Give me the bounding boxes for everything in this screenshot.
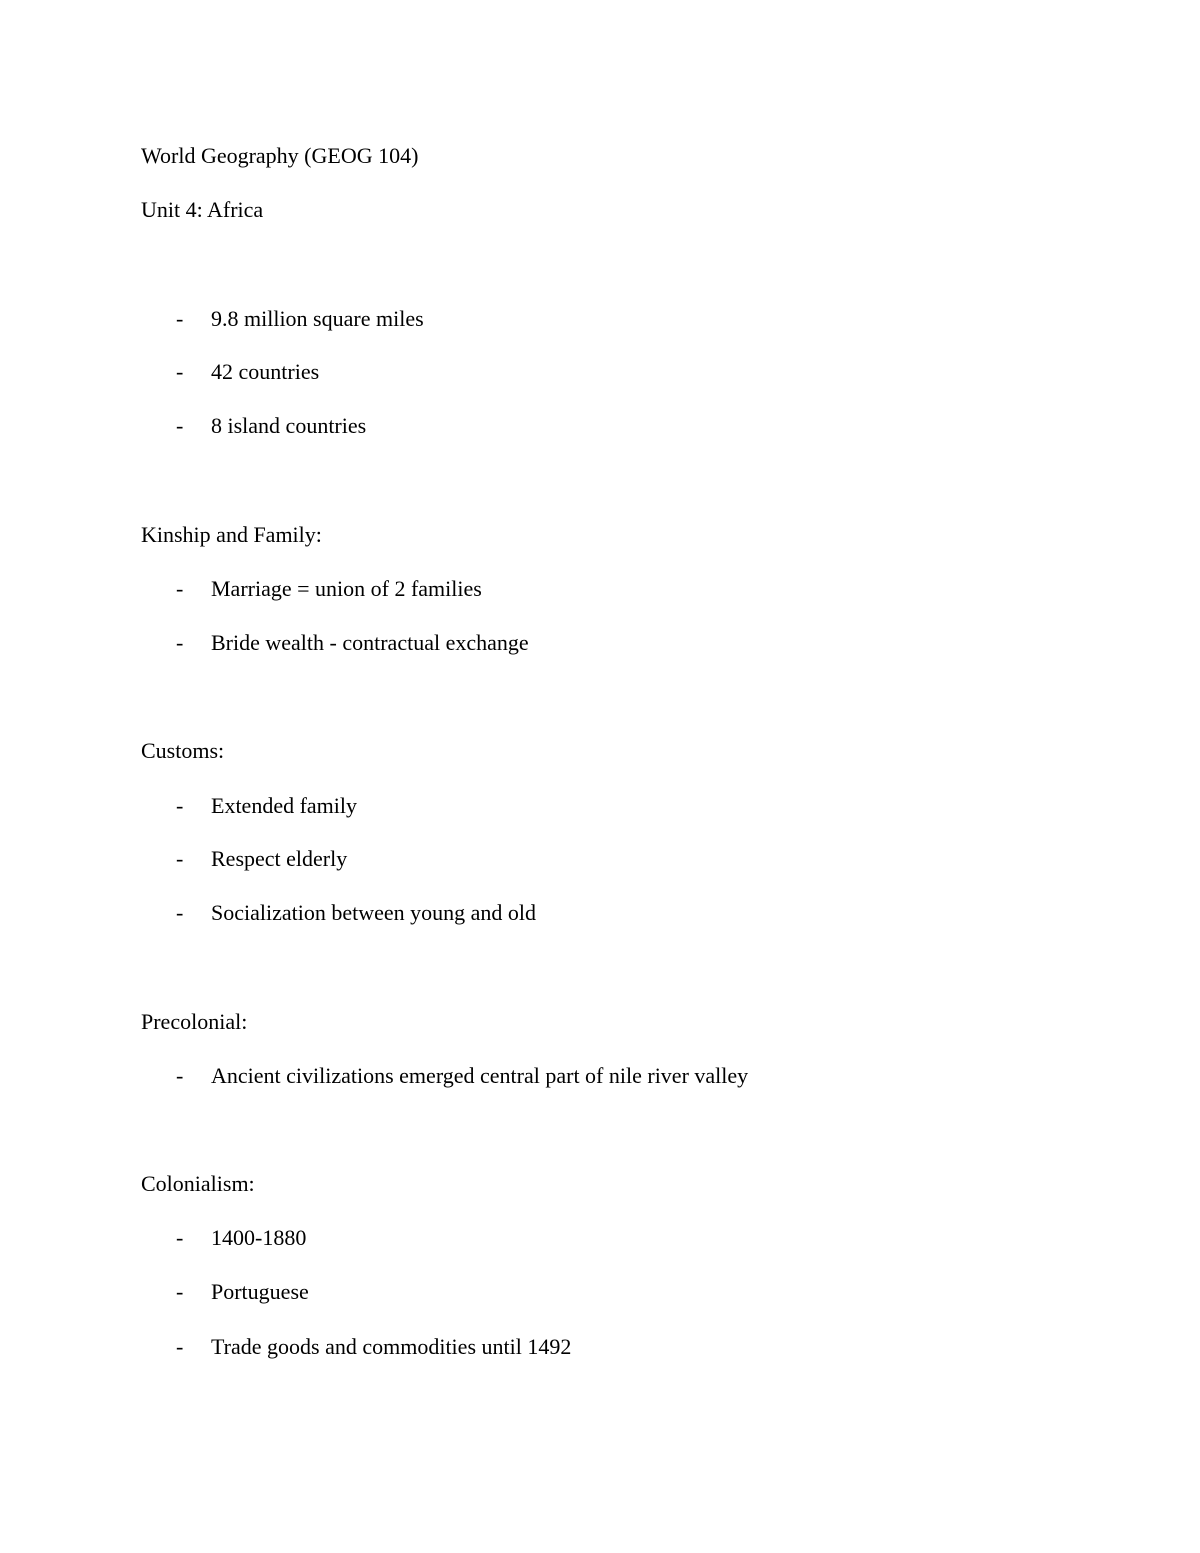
list-bullet: - bbox=[176, 846, 184, 871]
list-item: Bride wealth - contractual exchange bbox=[211, 630, 529, 655]
list-bullet: - bbox=[176, 1279, 184, 1304]
list-item: Trade goods and commodities until 1492 bbox=[211, 1334, 572, 1359]
list-item: 1400-1880 bbox=[211, 1225, 307, 1250]
list-bullet: - bbox=[176, 1063, 184, 1088]
list-bullet: - bbox=[176, 1225, 184, 1250]
list-bullet: - bbox=[176, 359, 184, 384]
list-item: 9.8 million square miles bbox=[211, 306, 424, 331]
list-bullet: - bbox=[176, 1334, 184, 1359]
list-item: Portuguese bbox=[211, 1279, 309, 1304]
list-item: Ancient civilizations emerged central part of nile river valley bbox=[211, 1063, 749, 1088]
list-item: 8 island countries bbox=[211, 413, 367, 438]
kinship-heading: Kinship and Family: bbox=[141, 522, 322, 547]
list-bullet: - bbox=[176, 413, 184, 438]
list-item: 42 countries bbox=[211, 359, 320, 384]
list-item: Socialization between young and old bbox=[211, 900, 537, 925]
unit-title: Unit 4: Africa bbox=[141, 197, 264, 222]
list-bullet: - bbox=[176, 306, 184, 331]
list-item: Respect elderly bbox=[211, 846, 348, 871]
precolonial-heading: Precolonial: bbox=[141, 1009, 248, 1034]
list-item: Marriage = union of 2 families bbox=[211, 576, 482, 601]
list-item: Extended family bbox=[211, 793, 358, 818]
list-bullet: - bbox=[176, 576, 184, 601]
customs-heading: Customs: bbox=[141, 738, 225, 763]
course-title: World Geography (GEOG 104) bbox=[141, 143, 419, 168]
list-bullet: - bbox=[176, 900, 184, 925]
list-bullet: - bbox=[176, 630, 184, 655]
colonialism-heading: Colonialism: bbox=[141, 1171, 255, 1196]
list-bullet: - bbox=[176, 793, 184, 818]
